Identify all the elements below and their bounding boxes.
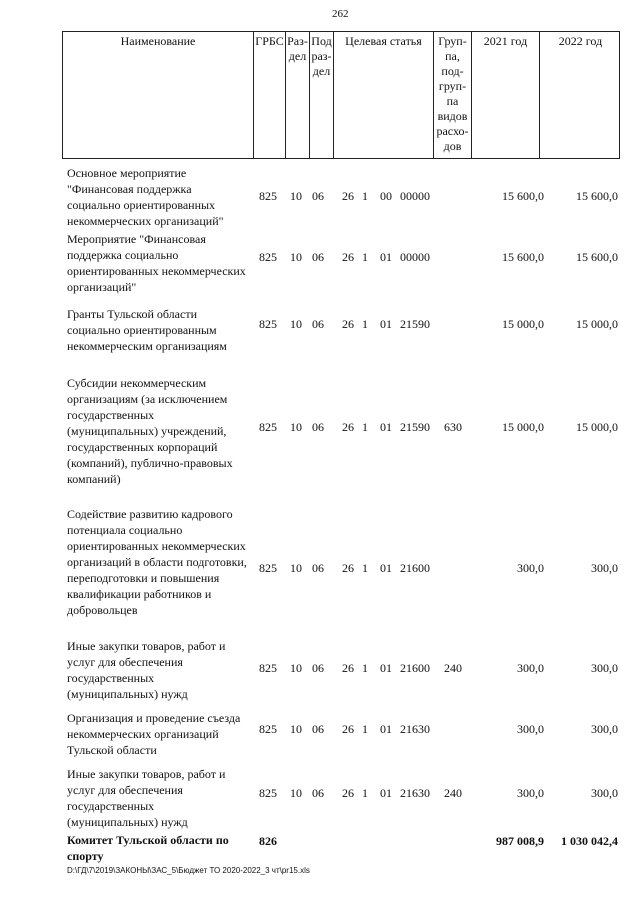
header-razdel: Раз- дел	[285, 32, 309, 158]
cell-podrazdel: 06	[312, 317, 324, 331]
header-2021: 2021 год	[471, 32, 539, 158]
cell-razdel: 10	[290, 317, 302, 331]
header-target: Целевая статья	[333, 32, 433, 158]
cell-target-3: 01	[380, 561, 392, 575]
cell-target-4: 00000	[400, 250, 430, 264]
cell-target-1: 26	[342, 250, 354, 264]
cell-podrazdel: 06	[312, 722, 324, 736]
cell-2022: 300,0	[591, 561, 618, 575]
name: Иные закупки товаров, работ и услуг для обеспечения государственных (муниципальных) нужд	[67, 767, 226, 829]
cell-grbs: 825	[259, 561, 277, 575]
cell-podrazdel: 06	[312, 250, 324, 264]
cell-target-4: 00000	[400, 189, 430, 203]
cell-2021: 15 000,0	[502, 420, 544, 434]
table-row	[0, 165, 640, 229]
cell-target-1: 26	[342, 722, 354, 736]
cell-target-4: 21630	[400, 722, 430, 736]
cell-target-3: 01	[380, 420, 392, 434]
header-grbs: ГРБС	[253, 32, 285, 158]
name: Гранты Тульской области социально ориентированным некоммерческим организациям	[67, 307, 227, 353]
table-row	[0, 506, 640, 632]
header-name: Наименование	[120, 34, 196, 48]
cell-2021: 300,0	[517, 786, 544, 800]
cell-2021: 15 600,0	[502, 189, 544, 203]
cell-target-1: 26	[342, 317, 354, 331]
cell-target-2: 1	[362, 786, 368, 800]
cell-target-3: 01	[380, 250, 392, 264]
cell-razdel: 10	[290, 722, 302, 736]
cell-group: 240	[444, 786, 462, 800]
cell-target-3: 01	[380, 722, 392, 736]
cell-2022: 15 000,0	[576, 420, 618, 434]
cell-target-4: 21590	[400, 420, 430, 434]
table-row	[0, 306, 640, 354]
cell-target-2: 1	[362, 561, 368, 575]
cell-razdel: 10	[290, 189, 302, 203]
cell-grbs: 825	[259, 317, 277, 331]
table-header	[62, 31, 620, 159]
table-row	[0, 638, 640, 702]
cell-target-1: 26	[342, 561, 354, 575]
cell-target-1: 26	[342, 661, 354, 675]
cell-razdel: 10	[290, 420, 302, 434]
table-row	[0, 231, 640, 295]
cell-2021: 15 000,0	[502, 317, 544, 331]
cell-2021: 300,0	[517, 561, 544, 575]
cell-target-1: 26	[342, 420, 354, 434]
cell-2022: 15 600,0	[576, 189, 618, 203]
cell-razdel: 10	[290, 661, 302, 675]
cell-grbs: 825	[259, 661, 277, 675]
name: Основное мероприятие "Финансовая поддержка социально ориентированных некоммерческих организаций"	[67, 166, 224, 228]
name: Мероприятие "Финансовая поддержка социально ориентированных некоммерческих организаций"	[67, 232, 246, 294]
cell-group: 240	[444, 661, 462, 675]
cell-target-4: 21600	[400, 561, 430, 575]
cell-podrazdel: 06	[312, 786, 324, 800]
table-row	[0, 375, 640, 489]
cell-podrazdel: 06	[312, 561, 324, 575]
cell-grbs: 825	[259, 786, 277, 800]
cell-target-1: 26	[342, 786, 354, 800]
cell-target-2: 1	[362, 661, 368, 675]
cell-group: 630	[444, 420, 462, 434]
cell-2022: 1 030 042,4	[561, 834, 618, 848]
cell-2021: 987 008,9	[496, 834, 544, 848]
cell-target-2: 1	[362, 189, 368, 203]
cell-2022: 300,0	[591, 661, 618, 675]
cell-target-2: 1	[362, 250, 368, 264]
cell-2022: 300,0	[591, 786, 618, 800]
cell-target-3: 01	[380, 786, 392, 800]
name: Субсидии некоммерческим организациям (за исключением государственных (муниципальных) учреждений, государственных корпораций (компаний), публично-правовых компаний)	[67, 376, 233, 486]
cell-podrazdel: 06	[312, 189, 324, 203]
cell-2021: 300,0	[517, 722, 544, 736]
name: Комитет Тульской области по спорту	[67, 833, 229, 863]
cell-grbs: 825	[259, 189, 277, 203]
cell-target-2: 1	[362, 420, 368, 434]
cell-target-2: 1	[362, 722, 368, 736]
cell-target-4: 21590	[400, 317, 430, 331]
cell-razdel: 10	[290, 561, 302, 575]
cell-grbs: 825	[259, 250, 277, 264]
cell-grbs: 826	[259, 834, 277, 848]
cell-target-4: 21600	[400, 661, 430, 675]
header-podrazdel: Под раз- дел	[309, 32, 333, 158]
file-path-footer: D:\ГД\7\2019\ЗАКОНЫ\ЗАС_5\Бюджет ТО 2020-2022_3 чт\pr15.xls	[67, 866, 310, 875]
header-group: Груп- па, под- груп- па видов расхо- дов	[433, 32, 471, 158]
cell-target-3: 00	[380, 189, 392, 203]
cell-2022: 15 600,0	[576, 250, 618, 264]
cell-2022: 15 000,0	[576, 317, 618, 331]
page-number: 262	[332, 8, 349, 20]
cell-target-3: 01	[380, 317, 392, 331]
cell-target-1: 26	[342, 189, 354, 203]
cell-2021: 300,0	[517, 661, 544, 675]
table-row	[0, 832, 640, 866]
cell-grbs: 825	[259, 722, 277, 736]
table-row	[0, 766, 640, 832]
table-row	[0, 710, 640, 758]
cell-target-2: 1	[362, 317, 368, 331]
cell-2022: 300,0	[591, 722, 618, 736]
cell-target-4: 21630	[400, 786, 430, 800]
cell-razdel: 10	[290, 250, 302, 264]
cell-podrazdel: 06	[312, 661, 324, 675]
name: Иные закупки товаров, работ и услуг для обеспечения государственных (муниципальных) нужд	[67, 639, 226, 701]
cell-2021: 15 600,0	[502, 250, 544, 264]
cell-razdel: 10	[290, 786, 302, 800]
cell-podrazdel: 06	[312, 420, 324, 434]
cell-target-3: 01	[380, 661, 392, 675]
name: Содействие развитию кадрового потенциала социально ориентированных некоммерческих организаций в области подготовки, переподготовки и повышения квалификации работников и добровольцев	[67, 507, 247, 617]
name: Организация и проведение съезда некоммерческих организаций Тульской области	[67, 711, 241, 757]
header-2022: 2022 год	[539, 32, 621, 158]
cell-grbs: 825	[259, 420, 277, 434]
